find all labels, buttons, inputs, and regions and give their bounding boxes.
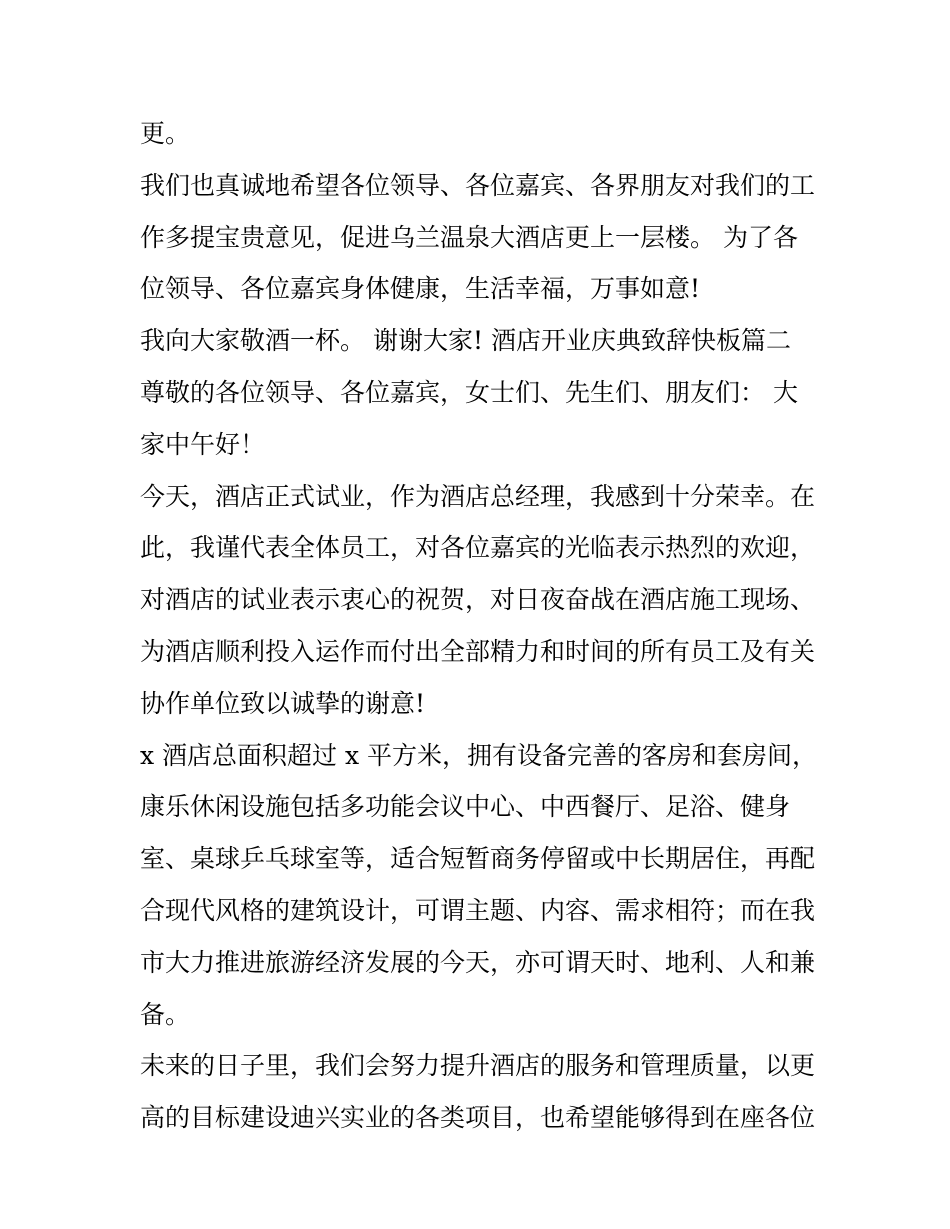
text-line: x 酒店总面积超过 x 平方米，拥有设备完善的客房和套房间，	[140, 740, 818, 770]
text-line: 对酒店的试业表示衷心的祝贺，对日夜奋战在酒店施工现场、	[140, 585, 816, 615]
text-line: 家中午好！	[140, 429, 266, 459]
text-line: 为酒店顺利投入运作而付出全部精力和时间的所有员工及有关	[140, 636, 816, 666]
text-line: 更。	[140, 119, 191, 148]
text-line: 作多提宝贵意见，促进乌兰温泉大酒店更上一层楼。 为了各	[140, 222, 798, 252]
text-line: 今天，酒店正式试业，作为酒店总经理，我感到十分荣幸。在	[140, 481, 816, 511]
text-line: 协作单位致以诚挚的谢意!	[140, 688, 426, 718]
text-line: 合现代风格的建筑设计，可谓主题、内容、需求相符；而在我	[140, 895, 816, 925]
text-line: 备。	[140, 999, 191, 1029]
text-line: 我们也真诚地希望各位领导、各位嘉宾、各界朋友对我们的工	[140, 170, 816, 200]
text-line: 我向大家敬酒一杯。 谢谢大家! 酒店开业庆典致辞快板篇二	[140, 326, 791, 356]
text-line: 尊敬的各位领导、各位嘉宾，女士们、先生们、朋友们： 大	[140, 377, 798, 407]
text-line: 高的目标建设迪兴实业的各类项目，也希望能够得到在座各位	[140, 1103, 816, 1133]
document-body	[140, 108, 820, 1144]
text-line: 市大力推进旅游经济发展的今天，亦可谓天时、地利、人和兼	[140, 947, 816, 977]
text-line: 未来的日子里，我们会努力提升酒店的服务和管理质量，以更	[140, 1051, 816, 1081]
text-line: 康乐休闲设施包括多功能会议中心、中西餐厅、足浴、健身	[140, 792, 791, 822]
text-line: 室、桌球乒乓球室等，适合短暂商务停留或中长期居住，再配	[140, 844, 816, 874]
text-line: 此，我谨代表全体员工，对各位嘉宾的光临表示热烈的欢迎，	[140, 533, 816, 563]
text-line: 位领导、各位嘉宾身体健康，生活幸福，万事如意!	[140, 274, 701, 304]
